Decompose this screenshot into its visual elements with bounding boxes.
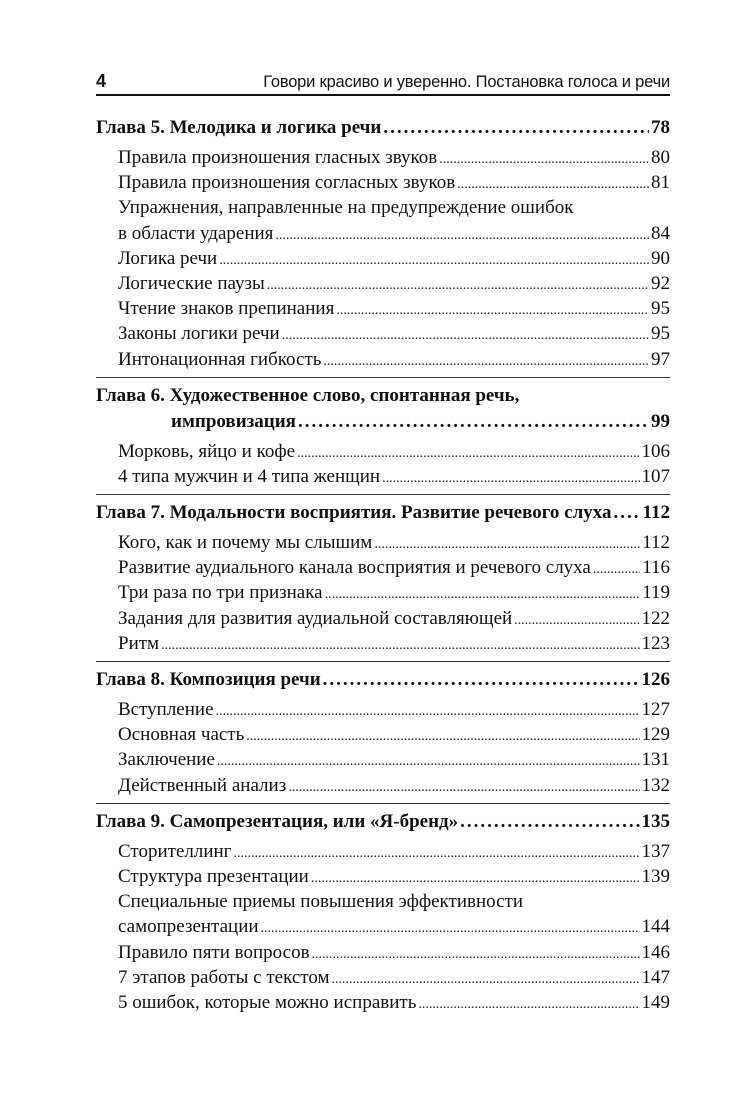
entry-page: 149 bbox=[641, 991, 670, 1013]
entry-page: 147 bbox=[641, 966, 670, 988]
chapter-page: 126 bbox=[641, 669, 670, 690]
chapter-7 bbox=[96, 500, 670, 656]
chapter-entries bbox=[96, 839, 670, 1015]
entry-page: 81 bbox=[651, 172, 670, 194]
page-header bbox=[96, 72, 670, 96]
dot-leader bbox=[161, 631, 639, 656]
toc-entry[interactable] bbox=[118, 722, 670, 747]
running-title: Говори красиво и уверенно. Постановка голоса и речи bbox=[263, 73, 670, 91]
entry-title: Действенный анализ bbox=[118, 774, 287, 796]
chapter-entries bbox=[96, 439, 670, 489]
entry-title: Морковь, яйцо и кофе bbox=[118, 440, 296, 462]
dot-leader bbox=[323, 347, 649, 372]
entry-title: Задания для развития аудиальной составляющей bbox=[118, 607, 513, 629]
chapter-page: 99 bbox=[651, 410, 670, 432]
toc-entry[interactable] bbox=[118, 631, 670, 656]
dot-leader bbox=[332, 965, 640, 990]
entry-title: Интонационная гибкость bbox=[118, 348, 322, 370]
dot-leader bbox=[233, 839, 639, 864]
entry-page: 122 bbox=[641, 607, 670, 629]
entry-title: Правило пяти вопросов bbox=[118, 941, 310, 963]
chapter-title: Глава 9. Самопрезентация, или «Я-бренд» bbox=[96, 810, 459, 832]
dot-leader bbox=[275, 221, 649, 246]
chapter-title: Глава 7. Модальности восприятия. Развитие речевого слуха bbox=[96, 502, 612, 524]
dot-leader bbox=[613, 500, 640, 526]
dot-leader bbox=[288, 773, 639, 798]
toc-entry[interactable] bbox=[118, 347, 670, 372]
entry-page: 129 bbox=[641, 724, 670, 746]
toc-entry[interactable] bbox=[118, 170, 670, 195]
entry-title-line1[interactable]: Упражнения, направленные на предупреждение ошибок bbox=[118, 197, 574, 219]
toc-entry[interactable] bbox=[118, 555, 670, 580]
dot-leader bbox=[297, 439, 639, 464]
entry-page: 95 bbox=[651, 298, 670, 320]
entry-title: Структура презентации bbox=[118, 865, 309, 887]
dot-leader bbox=[311, 864, 640, 889]
toc-entry[interactable] bbox=[118, 747, 670, 772]
chapter-divider bbox=[96, 803, 670, 804]
toc-entry[interactable] bbox=[118, 221, 670, 246]
toc-entry[interactable] bbox=[118, 773, 670, 798]
entry-title: 5 ошибок, которые можно исправить bbox=[118, 991, 417, 1013]
entry-title: Кого, как и почему мы слышим bbox=[118, 532, 373, 554]
toc-entry[interactable] bbox=[118, 606, 670, 631]
toc-entry[interactable] bbox=[118, 271, 670, 296]
entry-title: Правила произношения гласных звуков bbox=[118, 147, 438, 168]
dot-leader bbox=[383, 115, 649, 141]
toc-entry[interactable] bbox=[118, 839, 670, 864]
chapter-6 bbox=[96, 383, 670, 489]
chapter-title: импровизация bbox=[171, 410, 296, 432]
chapter-divider bbox=[96, 494, 670, 495]
entry-title: Законы логики речи bbox=[118, 323, 280, 345]
toc-entry[interactable] bbox=[118, 990, 670, 1015]
entry-title: Правила произношения согласных звуков bbox=[118, 172, 456, 194]
chapter-heading[interactable] bbox=[96, 115, 670, 141]
chapter-entries bbox=[96, 530, 670, 656]
entry-title: Основная часть bbox=[118, 724, 245, 746]
chapter-page: 78 bbox=[651, 117, 670, 138]
entry-title: Развитие аудиального канала восприятия и речевого слуха bbox=[118, 557, 591, 579]
dot-leader bbox=[217, 747, 640, 772]
toc-entry[interactable] bbox=[118, 296, 670, 321]
entry-page: 144 bbox=[641, 916, 670, 938]
toc-entry[interactable] bbox=[118, 914, 670, 939]
entry-page: 137 bbox=[641, 840, 670, 862]
dot-leader bbox=[219, 246, 649, 271]
chapter-page: 112 bbox=[642, 502, 670, 524]
entry-page: 139 bbox=[641, 865, 670, 887]
toc-entry[interactable] bbox=[118, 864, 670, 889]
dot-leader bbox=[382, 464, 639, 489]
toc-entry[interactable] bbox=[118, 965, 670, 990]
toc-entry[interactable] bbox=[118, 464, 670, 489]
dot-leader bbox=[460, 809, 639, 835]
entry-page: 97 bbox=[651, 348, 670, 370]
dot-leader bbox=[298, 409, 649, 435]
entry-title: в области ударения bbox=[118, 222, 274, 244]
entry-title: 7 этапов работы с текстом bbox=[118, 966, 330, 988]
entry-page: 131 bbox=[641, 749, 670, 771]
entry-title: 4 типа мужчин и 4 типа женщин bbox=[118, 465, 381, 487]
entry-title: Три раза по три признака bbox=[118, 582, 323, 604]
dot-leader bbox=[374, 530, 640, 555]
entry-title: Логические паузы bbox=[118, 272, 265, 294]
entry-page: 80 bbox=[651, 147, 670, 168]
entry-title: Вступление bbox=[118, 699, 214, 720]
entry-page: 112 bbox=[642, 532, 670, 554]
entry-page: 123 bbox=[641, 632, 670, 654]
chapter-9 bbox=[96, 809, 670, 1015]
toc-entry[interactable] bbox=[118, 246, 670, 271]
chapter-title: Глава 5. Мелодика и логика речи bbox=[96, 117, 382, 138]
entry-page: 90 bbox=[651, 247, 670, 269]
dot-leader bbox=[593, 555, 640, 580]
dot-leader bbox=[439, 145, 649, 170]
entry-title: Логика речи bbox=[118, 247, 218, 269]
table-of-contents bbox=[96, 115, 670, 1015]
dot-leader bbox=[246, 722, 639, 747]
entry-title: Чтение знаков препинания bbox=[118, 298, 335, 320]
chapter-heading[interactable] bbox=[96, 667, 670, 693]
entry-title: Сторителлинг bbox=[118, 840, 232, 862]
chapter-title-line1[interactable]: Глава 6. Художественное слово, спонтанная речь, bbox=[96, 384, 520, 406]
entry-title: Заключение bbox=[118, 749, 215, 771]
chapter-page: 135 bbox=[641, 810, 670, 832]
entry-page: 84 bbox=[651, 222, 670, 244]
entry-page: 107 bbox=[641, 465, 670, 487]
chapter-divider bbox=[96, 661, 670, 662]
entry-page: 127 bbox=[641, 699, 670, 720]
toc-entry[interactable] bbox=[118, 439, 670, 464]
entry-title: самопрезентации bbox=[118, 916, 259, 938]
dot-leader bbox=[323, 667, 640, 693]
chapter-title: Глава 8. Композиция речи bbox=[96, 669, 321, 690]
page-number: 4 bbox=[96, 71, 107, 91]
dot-leader bbox=[418, 990, 639, 1015]
entry-page: 146 bbox=[641, 941, 670, 963]
toc-entry[interactable] bbox=[118, 580, 670, 605]
entry-page: 106 bbox=[641, 440, 670, 462]
entry-title: Ритм bbox=[118, 632, 160, 654]
dot-leader bbox=[216, 697, 640, 722]
chapter-heading[interactable] bbox=[96, 809, 670, 835]
chapter-entries bbox=[96, 145, 670, 372]
chapter-5 bbox=[96, 115, 670, 372]
dot-leader bbox=[457, 170, 649, 195]
chapter-entries bbox=[96, 697, 670, 798]
dot-leader bbox=[267, 271, 649, 296]
chapter-8 bbox=[96, 667, 670, 798]
chapter-heading[interactable] bbox=[96, 500, 670, 526]
chapter-heading[interactable] bbox=[96, 409, 670, 435]
dot-leader bbox=[261, 914, 640, 939]
toc-entry[interactable] bbox=[118, 530, 670, 555]
entry-page: 95 bbox=[651, 323, 670, 345]
entry-title-line1[interactable]: Специальные приемы повышения эффективности bbox=[118, 891, 524, 913]
entry-page: 132 bbox=[641, 774, 670, 796]
entry-page: 116 bbox=[642, 557, 670, 579]
dot-leader bbox=[514, 606, 639, 631]
toc-entry[interactable] bbox=[118, 697, 670, 722]
dot-leader bbox=[312, 940, 640, 965]
dot-leader bbox=[282, 321, 649, 346]
chapter-divider bbox=[96, 377, 670, 378]
toc-entry[interactable] bbox=[118, 940, 670, 965]
dot-leader bbox=[325, 580, 641, 605]
dot-leader bbox=[336, 296, 649, 321]
toc-entry[interactable] bbox=[118, 145, 670, 170]
entry-page: 119 bbox=[642, 582, 670, 604]
entry-page: 92 bbox=[651, 272, 670, 294]
toc-entry[interactable] bbox=[118, 321, 670, 346]
